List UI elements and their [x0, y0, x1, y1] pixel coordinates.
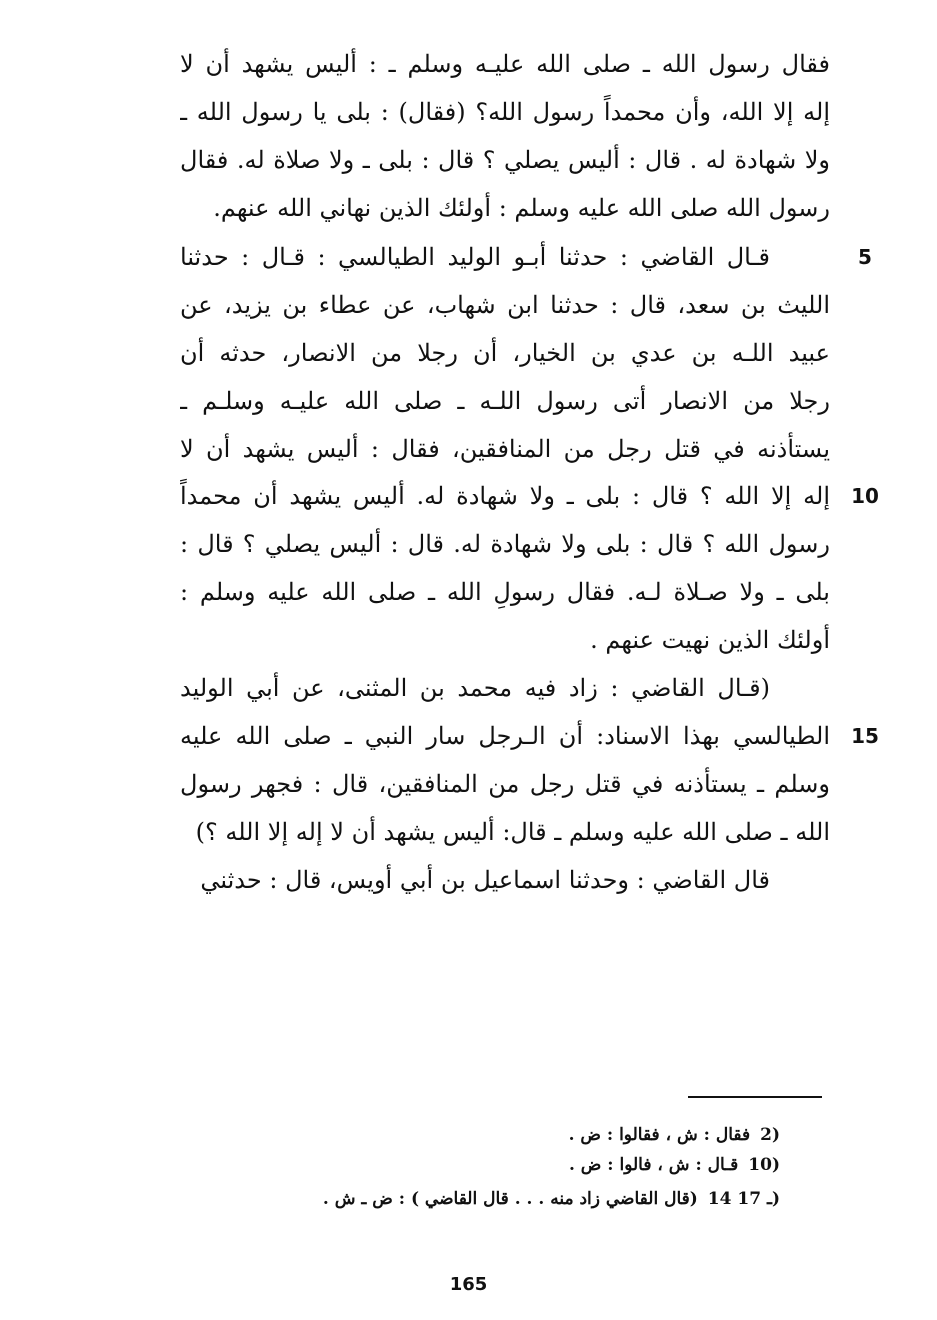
footnote-text: فقال : ش ، فقالوا : ض .	[568, 1125, 751, 1145]
footnote-text: (قال القاضي زاد منه . . . قال القاضي ) : ض ـ ش .	[322, 1189, 698, 1209]
text-line: الطيالسي بهذا الاسناد: أن الـرجل سار النبي ـ صلى الله عليه	[180, 722, 830, 750]
text-line: ولا شهادة له . قال : أليس يصلي ؟ قال : بلى ـ ولا صلاة له. فقال	[180, 146, 830, 174]
text-line: يستأذنه في قتل رجل من المنافقين، فقال : أليس يشهد أن لا	[180, 435, 830, 463]
text-line: إله إلا الله ؟ قال : بلى ـ ولا شهادة له. أليس يشهد أن محمداً	[180, 482, 830, 510]
text-line: (قـال القاضي : زاد فيه محمد بن المثنى، عن أبي الوليد	[180, 674, 770, 702]
text-line: إله إلا الله، وأن محمداً رسول الله؟ (فقال) : بلى يا رسول الله ـ	[180, 98, 830, 126]
line-number: 10	[851, 484, 879, 508]
text-line: عبيد اللـه بن عدي بن الخيار، أن رجلا من الانصار، حدثه أن	[180, 339, 830, 367]
page-number: 165	[449, 1274, 488, 1295]
text-line: بلى ـ ولا صـلاة لـه. فقال رسولِ الله ـ صلى الله عليه وسلم :	[180, 578, 830, 606]
footnote	[230, 1150, 780, 1180]
text-line: رجلا من الانصار أتى رسول اللـه ـ صلى الله عليـه وسلـم ـ	[180, 387, 830, 415]
text-line: رسول الله صلى الله عليه وسلم : أولئك الذين نهاني الله عنهم.	[213, 194, 830, 222]
text-line: الليث بن سعد، قال : حدثنا ابن شهاب، عن عطاء بن يزيد، عن	[180, 291, 830, 319]
text-line: رسول الله ؟ قال : بلى ولا شهادة له. قال : أليس يصلي ؟ قال :	[180, 530, 830, 558]
line-number: 15	[851, 724, 879, 748]
footnote-text: قـال : ش ، فالوا : ض .	[568, 1155, 739, 1175]
footnote-number: 2)	[760, 1125, 780, 1145]
text-line: وسلم ـ يستأذنه في قتل رجل من المنافقين، قال : فجهر رسول	[180, 770, 830, 798]
footnote-number: 14 ـ 17)	[707, 1189, 780, 1209]
footnote	[230, 1184, 780, 1214]
footnote-separator	[688, 1096, 822, 1098]
footnote	[230, 1120, 780, 1150]
text-line: الله ـ صلى الله عليه وسلم ـ قال: أليس يشهد أن لا إله إلا الله ؟)	[195, 818, 830, 846]
text-line: أولئك الذين نهيت عنهم .	[590, 626, 830, 654]
line-number: 5	[858, 245, 872, 269]
text-line: فقال رسول الله ـ صلى الله عليـه وسلم ـ : أليس يشهد أن لا	[180, 50, 830, 78]
text-line: قـال القاضي : حدثنا أبـو الوليد الطيالسي : قـال : حدثنا	[180, 243, 770, 271]
footnote-number: 10)	[748, 1155, 780, 1175]
text-line: قال القاضي : وحدثنا اسماعيل بن أبي أويس، قال : حدثني	[200, 866, 770, 894]
